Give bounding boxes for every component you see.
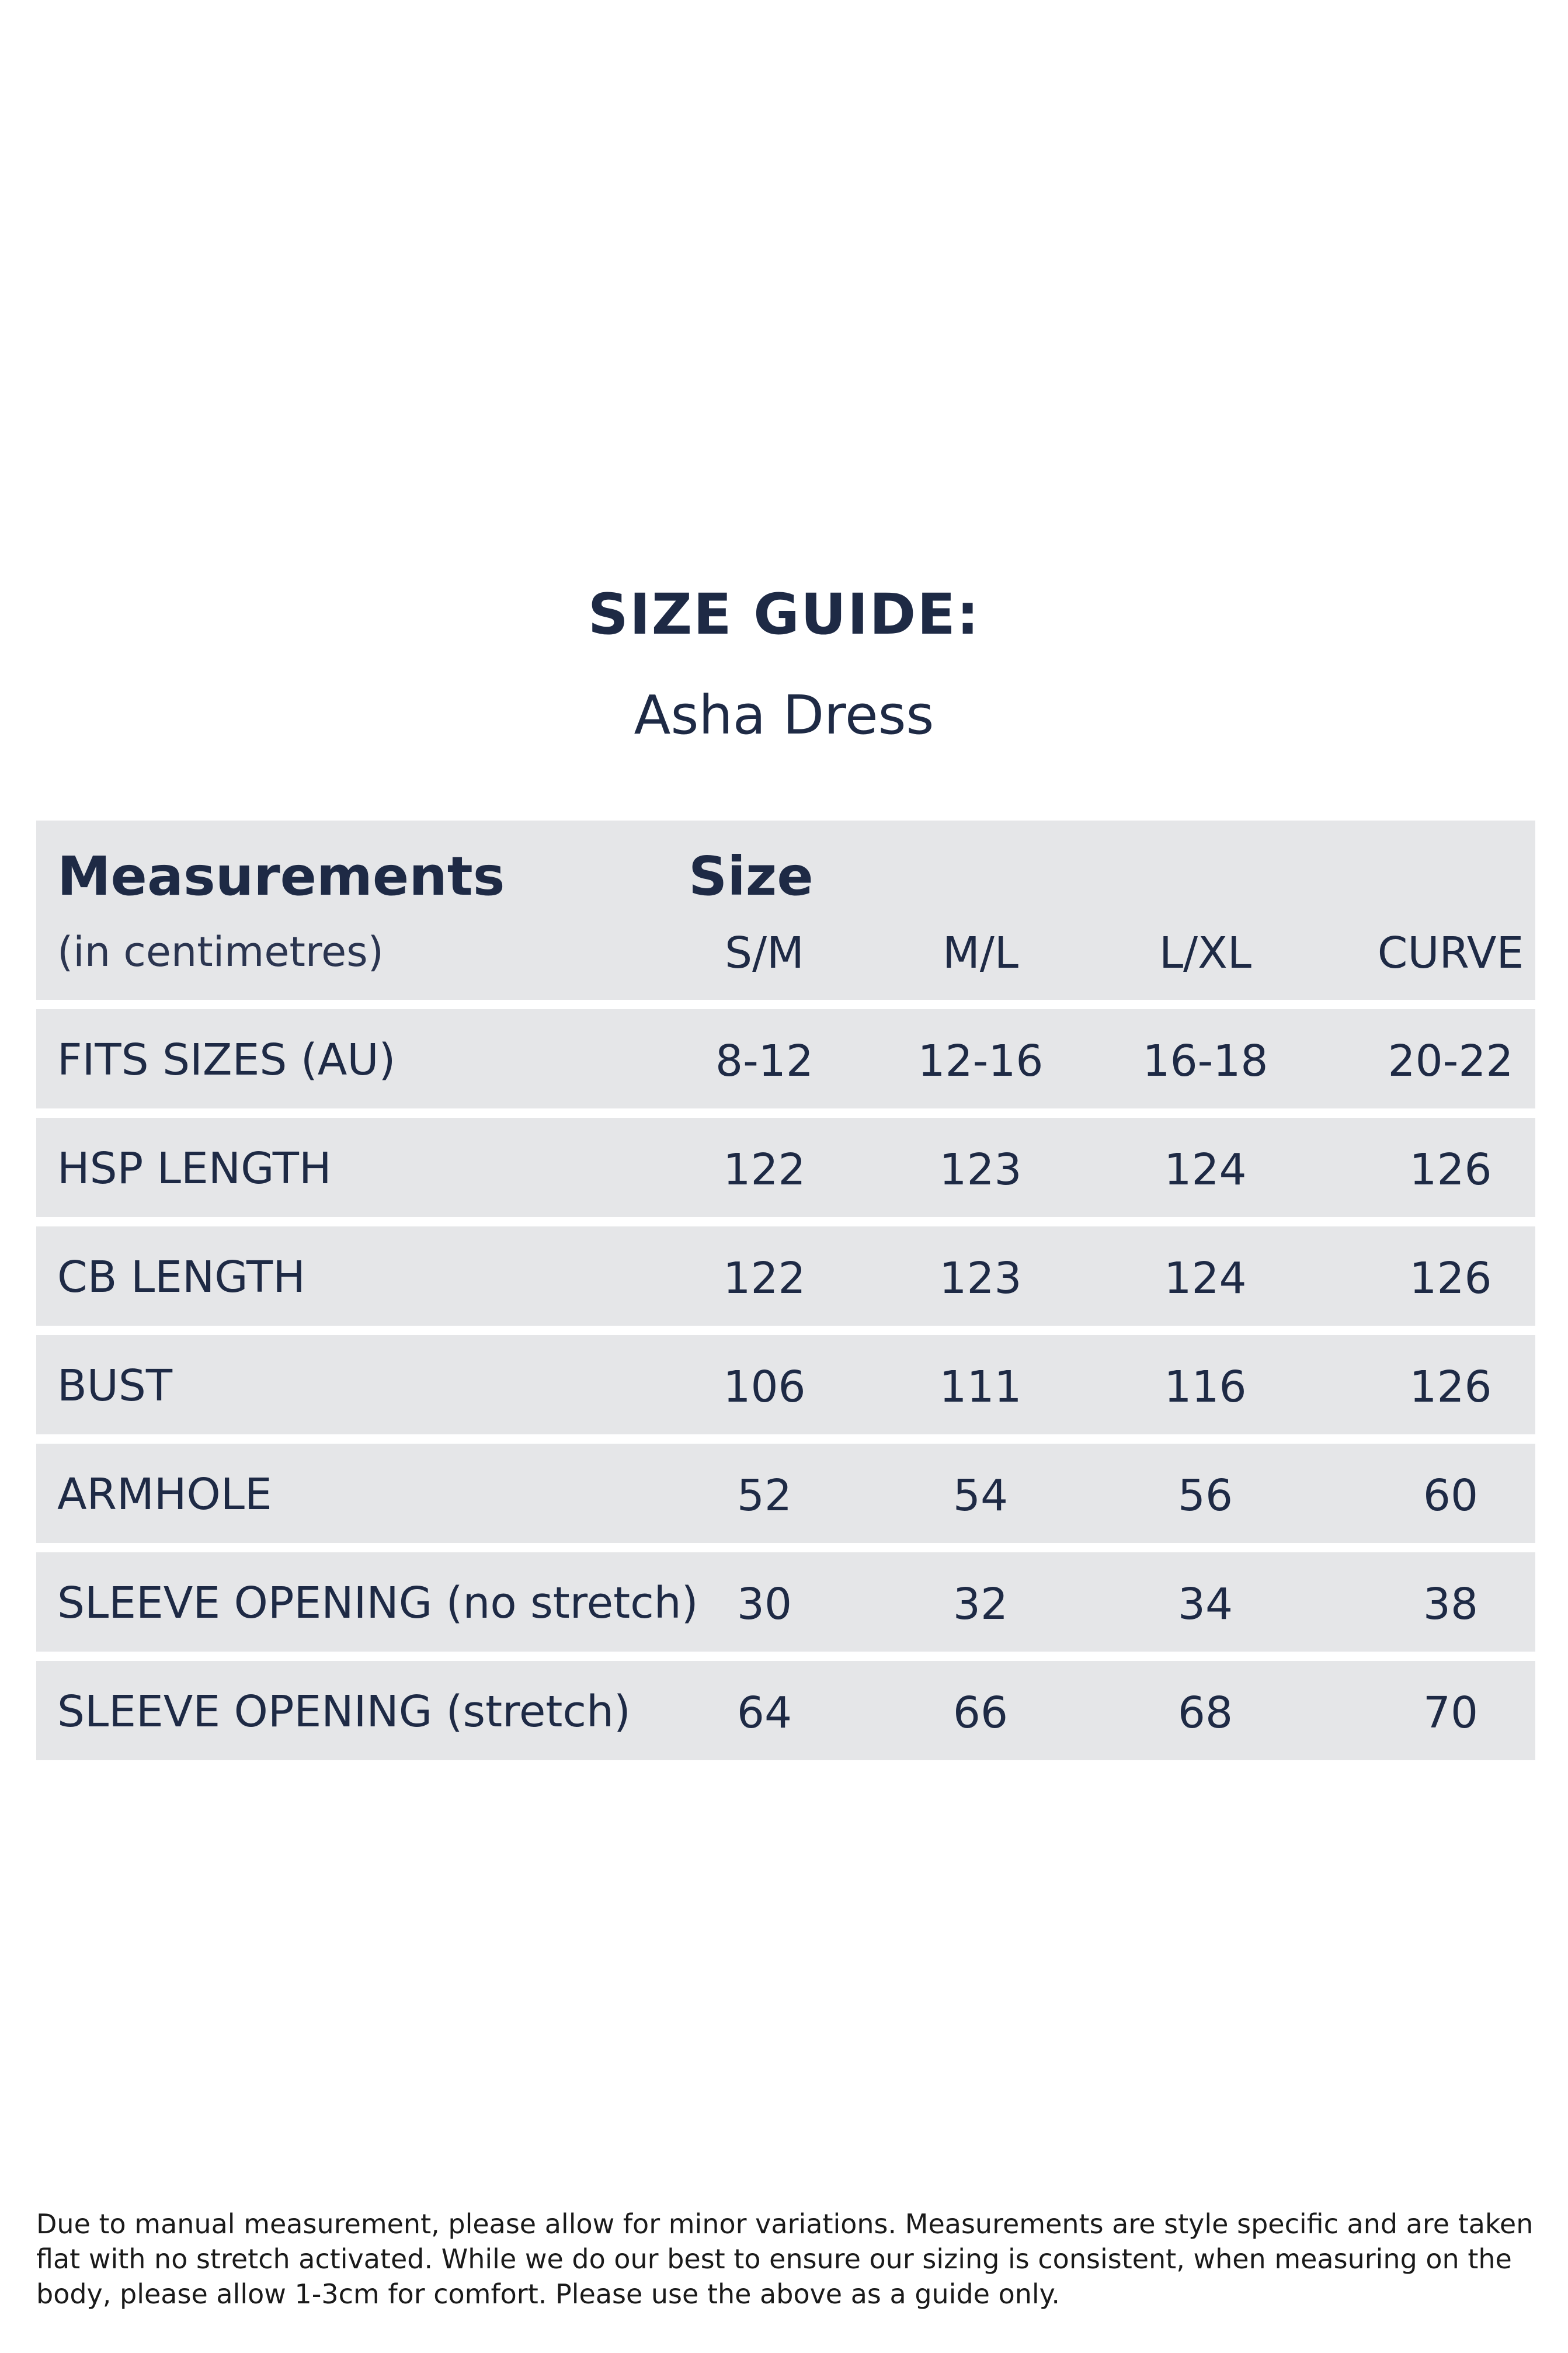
unit-label: (in centimetres) xyxy=(57,928,384,976)
table-cell: 123 xyxy=(939,1145,1022,1195)
table-cell: 122 xyxy=(723,1145,806,1195)
table-cell: 20-22 xyxy=(1388,1036,1514,1086)
table-row xyxy=(36,1552,1535,1652)
column-header-lxl: L/XL xyxy=(1159,928,1252,978)
measurements-heading: Measurements xyxy=(57,845,505,908)
table-cell: 126 xyxy=(1409,1362,1492,1412)
table-row xyxy=(36,1118,1535,1217)
product-name: Asha Dress xyxy=(634,684,934,746)
row-label: FITS SIZES (AU) xyxy=(57,1035,396,1085)
column-header-curve: CURVE xyxy=(1377,928,1524,978)
table-cell: 64 xyxy=(736,1688,792,1738)
column-header-sm: S/M xyxy=(725,928,804,978)
table-row xyxy=(36,1661,1535,1760)
table-cell: 106 xyxy=(723,1362,806,1412)
row-label: SLEEVE OPENING (no stretch) xyxy=(57,1578,698,1628)
disclaimer-text: Due to manual measurement, please allow for minor variations. Measurements are style specific and are taken flat with no stretch activated. While we do our best to ensure our sizing is consistent, when measuring on the body, please allow 1-3cm for comfort. Please use the above as a guide only. xyxy=(36,2208,1534,2310)
row-label: ARMHOLE xyxy=(57,1469,272,1520)
table-cell: 30 xyxy=(736,1579,792,1629)
table-cell: 116 xyxy=(1164,1362,1247,1412)
table-cell: 123 xyxy=(939,1253,1022,1304)
table-cell: 32 xyxy=(952,1579,1009,1629)
table-row xyxy=(36,1444,1535,1543)
table-cell: 70 xyxy=(1423,1688,1479,1738)
table-cell: 122 xyxy=(723,1253,806,1304)
table-cell: 38 xyxy=(1423,1579,1479,1629)
table-cell: 126 xyxy=(1409,1253,1492,1304)
table-cell: 66 xyxy=(952,1688,1009,1738)
page-title: SIZE GUIDE: xyxy=(587,582,981,647)
table-cell: 56 xyxy=(1177,1471,1233,1521)
row-label: BUST xyxy=(57,1361,173,1411)
size-heading: Size xyxy=(689,845,813,908)
table-header-row xyxy=(36,821,1535,1000)
table-cell: 111 xyxy=(939,1362,1022,1412)
table-row xyxy=(36,1009,1535,1108)
table-cell: 54 xyxy=(952,1471,1009,1521)
table-cell: 60 xyxy=(1423,1471,1479,1521)
table-cell: 124 xyxy=(1164,1253,1247,1304)
table-cell: 126 xyxy=(1409,1145,1492,1195)
table-cell: 68 xyxy=(1177,1688,1233,1738)
column-header-ml: M/L xyxy=(942,928,1018,978)
table-row xyxy=(36,1335,1535,1434)
size-guide-table xyxy=(36,821,1535,1760)
row-label: CB LENGTH xyxy=(57,1252,305,1302)
table-cell: 34 xyxy=(1177,1579,1233,1629)
table-cell: 12-16 xyxy=(917,1036,1044,1086)
table-cell: 16-18 xyxy=(1142,1036,1268,1086)
table-cell: 8-12 xyxy=(715,1036,813,1086)
table-row xyxy=(36,1226,1535,1326)
row-label: HSP LENGTH xyxy=(57,1144,332,1194)
table-cell: 52 xyxy=(736,1471,792,1521)
table-cell: 124 xyxy=(1164,1145,1247,1195)
row-label: SLEEVE OPENING (stretch) xyxy=(57,1687,631,1737)
